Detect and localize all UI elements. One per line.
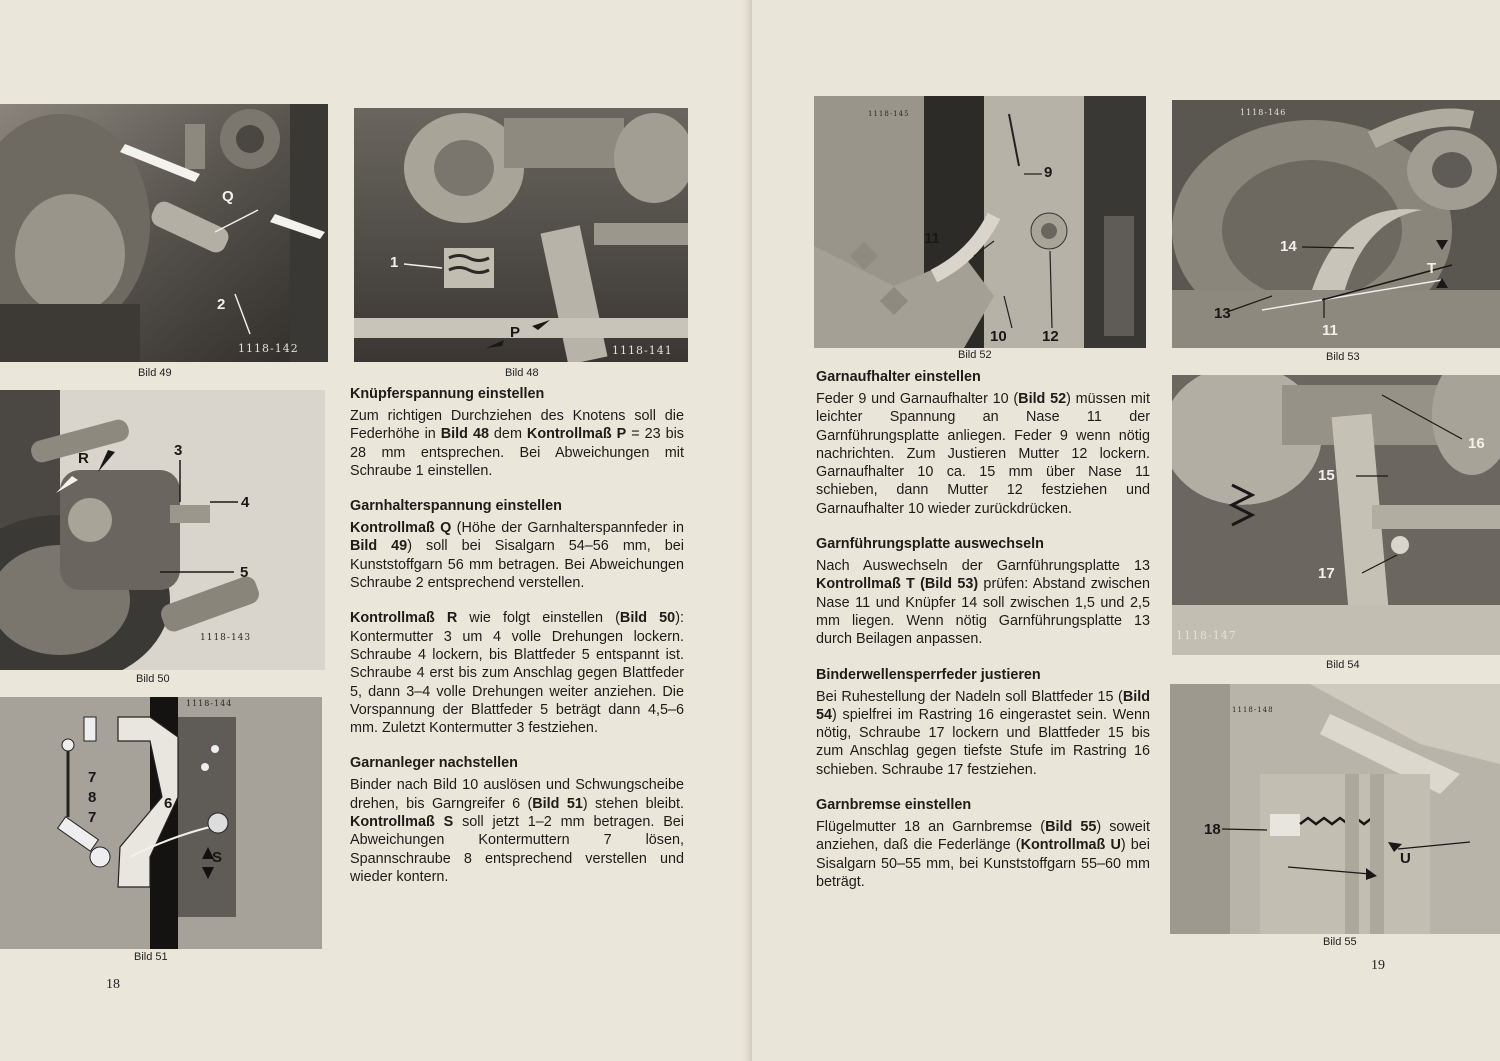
- diagram-bild-51: [0, 697, 322, 949]
- callout-9: 9: [1044, 164, 1053, 181]
- plate-number: 1118-142: [238, 342, 299, 355]
- callout-1: 1: [390, 254, 399, 271]
- photo-bild-54-image: [1172, 375, 1500, 655]
- plate-number: 1118-147: [1176, 629, 1237, 642]
- photo-bild-54: [1172, 375, 1500, 655]
- section-heading: Garnaufhalter einstellen: [816, 369, 981, 385]
- diagram-bild-51-image: [0, 697, 322, 949]
- section-heading: Binderwellensperrfeder justieren: [816, 666, 1041, 683]
- plate-number: 1118-141: [612, 344, 673, 357]
- section-body: Kontrollmaß R wie folgt einstellen (Bild 50): Kontermutter 3 um 4 volle Drehungen lockern. Schraube 4 lockern, bis Blattfeder 5 entspannt ist. Schraube 4 erst bis zum Anschlag gegen Blattfeder 5, dann 3–4 volle Drehungen weiter anziehen. Die Vorspannung der Blattfeder 5 beträgt dann 4,5–6 mm. Zuletzt Kontermutter 3 festziehen.: [350, 610, 684, 737]
- section-body: Kontrollmaß Q (Höhe der Garnhalterspannfeder in Bild 49) soll bei Sisalgarn 54–56 mm, bei Kunststoffgarn 56 mm betragen. Bei Abweichungen Schraube 2 entsprechend verstellen.: [350, 520, 684, 592]
- photo-bild-50: [0, 390, 325, 670]
- section-binderwellensperrfeder: [816, 666, 1150, 779]
- section-body: Feder 9 und Garnaufhalter 10 (Bild 52) müssen mit leichter Spannung an Nase 11 der Garnführungsplatte anliegen. Feder 9 wenn nötig nachrichten. Zum Justieren Mutter 12 lockern. Garnaufhalter 10 ca. 15 mm über Nase 11 schieben, dann Mutter 12 festziehen und Garnaufhalter 10 wieder zurückdrücken.: [816, 391, 1150, 517]
- photo-bild-50-image: [0, 390, 325, 670]
- callout-3: 3: [174, 442, 183, 459]
- callout-16: 16: [1468, 435, 1485, 452]
- page-number-left: 18: [106, 977, 120, 992]
- callout-14: 14: [1280, 238, 1297, 255]
- photo-bild-48-image: [354, 108, 688, 362]
- plate-number: 1118-143: [200, 633, 252, 643]
- right-page: [752, 0, 1500, 1061]
- plate-number: 1118-148: [1232, 706, 1274, 714]
- plate-number: 1118-146: [1240, 108, 1287, 117]
- photo-bild-53: [1172, 100, 1500, 348]
- photo-bild-52-image: [814, 96, 1146, 348]
- page-number-right: 19: [1371, 958, 1385, 973]
- callout-s: S: [212, 849, 223, 866]
- caption-bild-53: Bild 53: [1326, 351, 1360, 363]
- callout-p: P: [510, 324, 521, 341]
- left-text-column: [350, 385, 684, 903]
- section-heading: Garnführungsplatte auswechseln: [816, 536, 1044, 553]
- section-kontrollmass-r: [350, 609, 684, 737]
- caption-bild-48: Bild 48: [505, 367, 539, 379]
- callout-r: R: [78, 450, 89, 467]
- callout-t: T: [1427, 260, 1437, 277]
- section-body: Nach Auswechseln der Garnführungsplatte 13 Kontrollmaß T (Bild 53) prüfen: Abstand zwischen Nase 11 und Knüpfer 14 soll zwischen 1,5 und 2,5 mm liegen. Wenn nötig Garnführungsplatte 13 durch Beilagen anpassen.: [816, 558, 1150, 648]
- caption-bild-51: Bild 51: [134, 951, 168, 963]
- callout-12: 12: [1042, 328, 1059, 345]
- right-text-column: [816, 368, 1150, 908]
- section-garnfuehrungsplatte: [816, 535, 1150, 648]
- caption-bild-50: Bild 50: [136, 673, 170, 685]
- caption-bild-54: Bild 54: [1326, 659, 1360, 671]
- section-body: Binder nach Bild 10 auslösen und Schwungscheibe drehen, bis Garngreifer 6 (Bild 51) stehen bleibt. Kontrollmaß S soll jetzt 1–2 mm betragen. Bei Abweichungen Kontermuttern 7 lösen, Spannschraube 8 entsprechend verstellen und wieder kontern.: [350, 777, 684, 885]
- plate-number: 1118-144: [186, 699, 233, 708]
- section-garnbremse: [816, 796, 1150, 891]
- callout-17: 17: [1318, 565, 1335, 582]
- photo-bild-49: [0, 104, 328, 362]
- plate-number: 1118-145: [868, 110, 910, 118]
- caption-bild-55: Bild 55: [1323, 936, 1357, 948]
- section-heading: Knüpferspannung einstellen: [350, 386, 545, 402]
- callout-u: U: [1400, 850, 1411, 867]
- callout-5: 5: [240, 564, 249, 581]
- photo-bild-55: [1170, 684, 1500, 934]
- section-knuepferspannung: [350, 385, 684, 480]
- photo-bild-52: [814, 96, 1146, 348]
- callout-8: 8: [88, 789, 97, 806]
- callout-q: Q: [222, 188, 234, 205]
- callout-10: 10: [990, 328, 1007, 345]
- caption-bild-49: Bild 49: [138, 367, 172, 379]
- callout-4: 4: [241, 494, 250, 511]
- section-heading: Garnbremse einstellen: [816, 797, 972, 814]
- callout-11: 11: [1322, 322, 1338, 339]
- section-garnanleger: [350, 754, 684, 886]
- callout-6: 6: [164, 795, 173, 812]
- photo-bild-48: [354, 108, 688, 362]
- section-garnhalterspannung: [350, 497, 684, 592]
- photo-bild-55-image: [1170, 684, 1500, 934]
- callout-11: 11: [924, 230, 940, 247]
- callout-2: 2: [217, 296, 226, 313]
- callout-13: 13: [1214, 305, 1231, 322]
- photo-bild-49-image: [0, 104, 328, 362]
- section-heading: Garnanleger nachstellen: [350, 755, 518, 772]
- callout-7-lower: 7: [88, 809, 97, 826]
- section-heading: Garnhalterspannung einstellen: [350, 498, 562, 515]
- section-body: Zum richtigen Durchziehen des Knotens soll die Federhöhe in Bild 48 dem Kontrollmaß P = 23 bis 28 mm entsprechen. Bei Abweichungen mit Schraube 1 einstellen.: [350, 408, 684, 479]
- callout-7-upper: 7: [88, 769, 97, 786]
- callout-18: 18: [1204, 821, 1221, 838]
- callout-15: 15: [1318, 467, 1335, 484]
- section-body: Flügelmutter 18 an Garnbremse (Bild 55) soweit anziehen, daß die Federlänge (Kontrollmaß U) bei Sisalgarn 50–55 mm, bei Kunststoffgarn 55–60 mm beträgt.: [816, 819, 1150, 890]
- section-garnaufhalter: [816, 368, 1150, 518]
- section-body: Bei Ruhestellung der Nadeln soll Blattfeder 15 (Bild 54) spielfrei im Rastring 16 eingerastet sein. Wenn nötig, Schraube 17 lockern und Blattfeder 15 bis zum Anschlag gegen tiefste Stufe im Rastring 16 schieben. Schraube 17 festziehen.: [816, 688, 1150, 778]
- caption-bild-52: Bild 52: [958, 349, 992, 361]
